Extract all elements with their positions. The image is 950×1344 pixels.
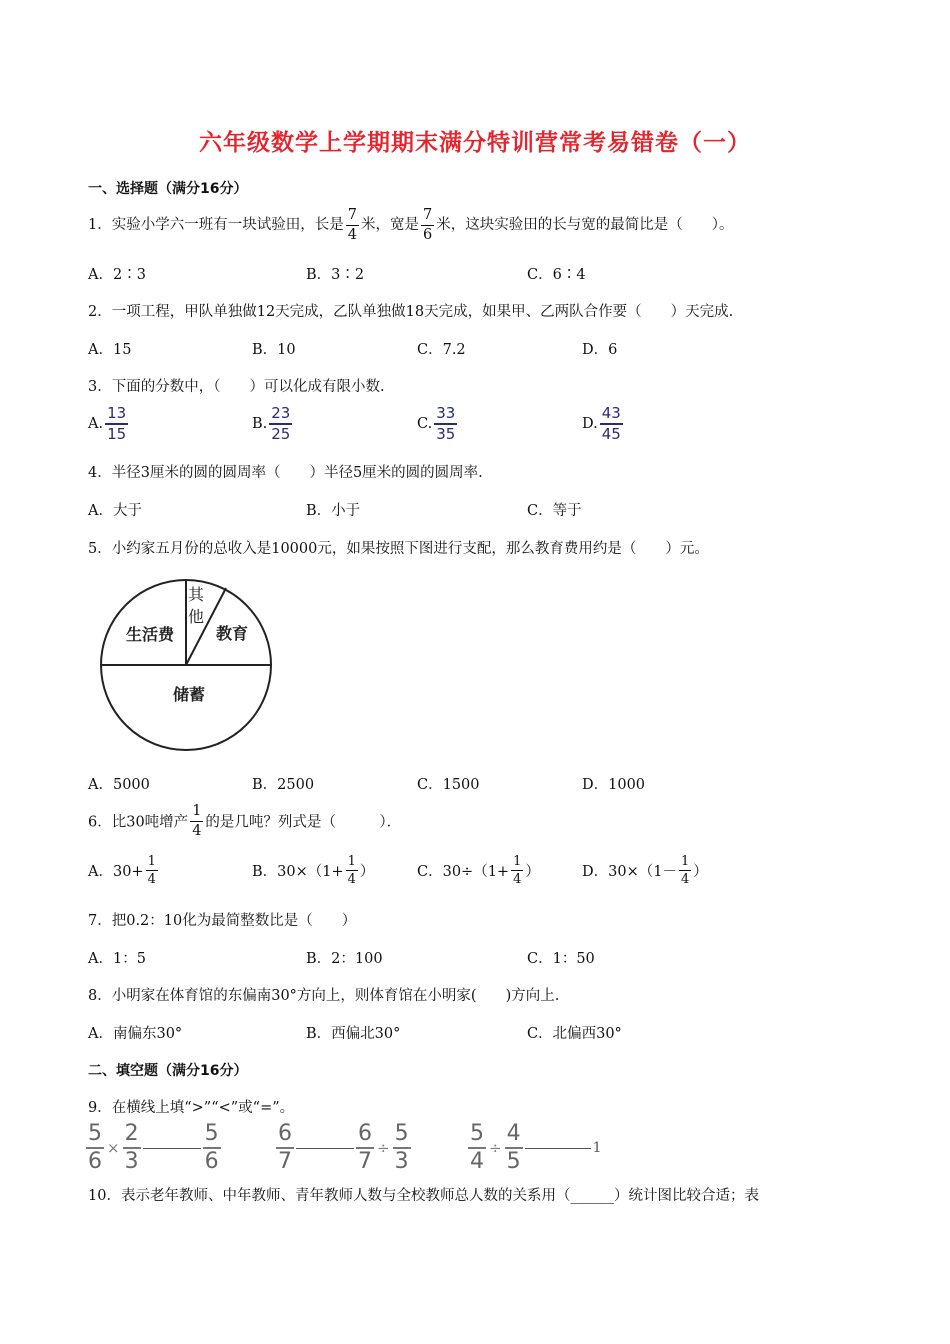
fraction: $\frac{33}{35}$ <box>436 404 456 443</box>
option-b: B．2500 <box>252 777 315 793</box>
pie-label-living: 生活费 <box>125 625 175 644</box>
fraction: $\frac{1}{4}$ <box>513 854 522 887</box>
section-heading-choice: 一、选择题（满分16分） <box>88 181 248 197</box>
option-b: B．小于 <box>306 503 361 519</box>
question-10: 10．表示老年教师、中年教师、青年教师人数与全校教师总人数的关系用（______）统计图比较合适；表 <box>88 1188 759 1204</box>
comparison-expression-1: $\frac{5}{6}$ × $\frac{2}{3}$ $\frac{5}{6}$ <box>88 1121 219 1174</box>
section-heading-fill: 二、填空题（满分16分） <box>88 1063 248 1079</box>
question-2: 2．一项工程，甲队单独做12天完成，乙队单独做18天完成，如果甲、乙两队合作要（ ）天完成. <box>88 304 734 320</box>
fraction: $\frac{5}{6}$ <box>88 1121 102 1174</box>
option-c: C．1：50 <box>527 951 595 967</box>
option-c: C．等于 <box>527 503 582 519</box>
fraction: $\frac{7}{6}$ <box>422 207 433 243</box>
pie-label-other-2: 他 <box>187 607 205 626</box>
option-b: B．2：100 <box>306 951 383 967</box>
question-8: 8．小明家在体育馆的东偏南30°方向上，则体育馆在小明家( )方向上. <box>88 988 560 1004</box>
option-b: B．3∶2 <box>306 267 365 283</box>
option-c: C．7.2 <box>417 342 466 358</box>
fraction: $\frac{43}{45}$ <box>601 404 621 443</box>
budget-pie-figure <box>96 578 278 754</box>
option-a: A．南偏东30° <box>88 1026 183 1042</box>
fraction: $\frac{1}{4}$ <box>347 854 356 887</box>
option-b: B．西偏北30° <box>306 1026 401 1042</box>
option-b: B. $\frac{23}{25}$ <box>252 404 291 443</box>
fraction: $\frac{1}{4}$ <box>192 803 202 839</box>
pie-label-savings: 储蓄 <box>172 685 206 704</box>
comparison-expression-2: $\frac{6}{7}$ $\frac{6}{7}$ ÷ $\frac{5}{3}$ <box>278 1121 409 1174</box>
question-1: 1．实验小学六一班有一块试验田，长是 $\frac{7}{4}$ 米，宽是 $\frac{7}{6}$ 米，这块实验田的长与宽的最简比是（ ）。 <box>88 207 734 243</box>
fraction: $\frac{6}{7}$ <box>278 1121 292 1174</box>
fraction: $\frac{1}{4}$ <box>680 854 690 887</box>
option-a: A．大于 <box>88 503 142 519</box>
option-a: A．2∶3 <box>88 267 146 283</box>
fraction: $\frac{4}{5}$ <box>506 1121 521 1174</box>
fraction: $\frac{2}{3}$ <box>124 1121 139 1174</box>
answer-blank[interactable] <box>296 1148 354 1149</box>
option-c: C．6∶4 <box>527 267 586 283</box>
question-5: 5．小约家五月份的总收入是10000元，如果按照下图进行支配，那么教育费用约是（ ）元。 <box>88 541 709 557</box>
option-d: D. $\frac{43}{45}$ <box>582 404 621 443</box>
fraction: $\frac{13}{15}$ <box>107 404 127 443</box>
option-c: C．北偏西30° <box>527 1026 622 1042</box>
option-a: A．1：5 <box>88 951 146 967</box>
fraction: $\frac{5}{4}$ <box>470 1121 484 1174</box>
fraction: $\frac{23}{25}$ <box>271 404 291 443</box>
option-d: D．6 <box>582 342 618 358</box>
question-4: 4．半径3厘米的圆的圆周率（ ）半径5厘米的圆的圆周率. <box>88 465 483 481</box>
option-a: A．30+ $\frac{1}{4}$ <box>88 854 156 887</box>
page-title: 六年级数学上学期期末满分特训营常考易错卷（一） <box>199 130 751 156</box>
option-c: C．30÷（1+ $\frac{1}{4}$ ） <box>417 854 540 887</box>
pie-label-other-1: 其 <box>187 585 205 604</box>
question-9: 9．在横线上填“>”“<”或“=”。 <box>88 1100 295 1116</box>
answer-blank[interactable] <box>143 1148 201 1149</box>
question-7: 7．把0.2：10化为最简整数比是（ ） <box>88 913 357 929</box>
fraction: $\frac{5}{6}$ <box>204 1121 219 1174</box>
fraction: $\frac{5}{3}$ <box>394 1121 409 1174</box>
option-b: B．10 <box>252 342 296 358</box>
option-a: A．15 <box>88 342 132 358</box>
question-3: 3．下面的分数中，（ ）可以化成有限小数. <box>88 379 385 395</box>
option-d: D．1000 <box>582 777 646 793</box>
fraction: $\frac{7}{4}$ <box>347 207 357 243</box>
fraction: $\frac{1}{4}$ <box>147 854 156 887</box>
option-b: B．30×（1+ $\frac{1}{4}$ ） <box>252 854 375 887</box>
comparison-expression-3: $\frac{5}{4}$ ÷ $\frac{4}{5}$ 1 <box>470 1121 602 1174</box>
answer-blank[interactable] <box>525 1148 591 1149</box>
question-6: 6．比30吨增产 $\frac{1}{4}$ 的是几吨？列式是（ ）． <box>88 803 402 839</box>
option-d: D．30×（1－ $\frac{1}{4}$ ） <box>582 854 708 887</box>
option-c: C. $\frac{33}{35}$ <box>417 404 456 443</box>
fraction: $\frac{6}{7}$ <box>358 1121 372 1174</box>
option-c: C．1500 <box>417 777 480 793</box>
option-a: A. $\frac{13}{15}$ <box>88 404 127 443</box>
option-a: A．5000 <box>88 777 150 793</box>
pie-label-education: 教育 <box>215 624 249 643</box>
